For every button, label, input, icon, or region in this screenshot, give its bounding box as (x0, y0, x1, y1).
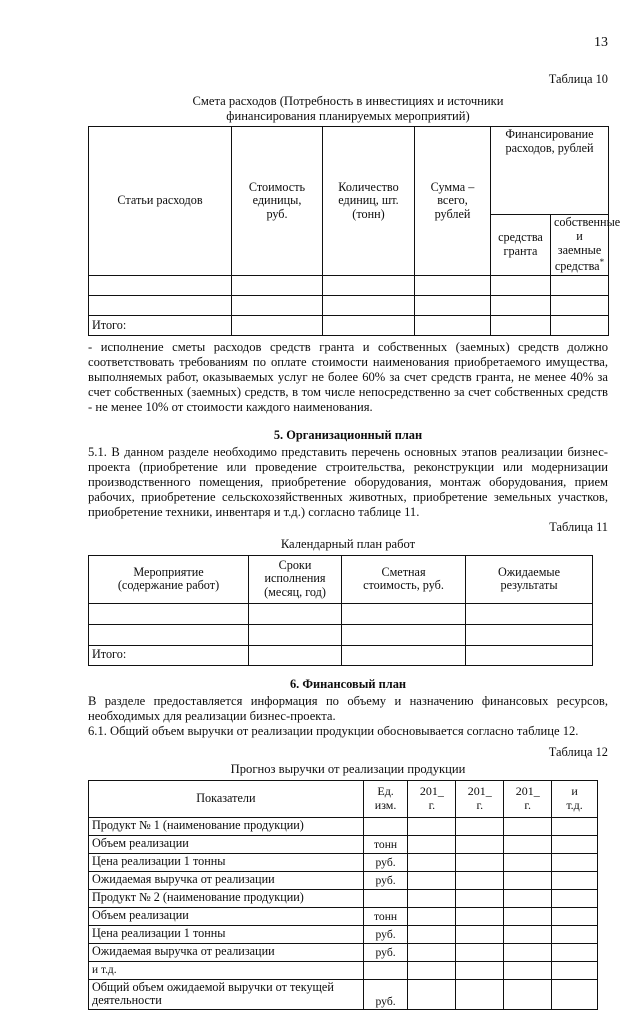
cell-unit (363, 817, 408, 835)
cell-year-2[interactable] (456, 853, 504, 871)
cell-indicator: Продукт № 1 (наименование продукции) (89, 817, 364, 835)
cell-year-3[interactable] (504, 853, 552, 871)
cell-total-grant-funds[interactable] (491, 315, 551, 335)
table-row[interactable] (89, 624, 593, 645)
header-own-borrowed-funds-line3: средства* (554, 257, 605, 274)
cell-indicator: и т.д. (89, 961, 364, 979)
cell-activity[interactable] (89, 603, 249, 624)
header-year-1-line1: 201_ (419, 783, 444, 798)
cell-year-3[interactable] (504, 943, 552, 961)
table-11-title: Календарный план работ (280, 537, 416, 552)
header-activity-line2: (содержание работ) (117, 578, 220, 593)
cell-sum-total[interactable] (415, 275, 491, 295)
cell-year-1[interactable] (408, 817, 456, 835)
header-activity-line1: Мероприятие (133, 564, 204, 579)
cell-year-1[interactable] (408, 835, 456, 853)
cell-own-borrowed-funds[interactable] (551, 275, 609, 295)
table-11-header-row (89, 555, 593, 603)
cell-year-1[interactable] (408, 979, 456, 1009)
table-row[interactable] (89, 925, 598, 943)
header-year-3-line2: г. (524, 797, 531, 812)
header-year-2-line2: г. (476, 797, 484, 812)
header-expense-items: Статьи расходов (89, 127, 232, 276)
section-5-heading: 5. Организационный план (273, 427, 423, 442)
cell-year-1[interactable] (408, 871, 456, 889)
header-deadline (249, 555, 342, 603)
cell-year-3[interactable] (504, 817, 552, 835)
cell-expected-results[interactable] (466, 603, 593, 624)
header-unit-of-measure-line2: изм. (374, 797, 397, 812)
cell-unit: руб. (363, 943, 408, 961)
cell-indicator: Объем реализации (89, 907, 364, 925)
cell-unit: тонн (363, 907, 408, 925)
cell-etc[interactable] (552, 925, 598, 943)
cell-year-3[interactable] (504, 925, 552, 943)
table-row[interactable] (89, 817, 598, 835)
header-expected-results (466, 555, 593, 603)
section-6-paragraph-1: В разделе предоставляется информация по объему и назначению финансовых ресурсов, необходимых для реализации бизнес-проекта. (88, 693, 608, 723)
cell-etc[interactable] (552, 853, 598, 871)
header-deadline-line2: исполнения (264, 571, 326, 586)
header-grant-funds-line1: средства (498, 230, 543, 245)
table-12-label: Таблица 12 (548, 744, 608, 759)
section-6-heading: 6. Финансовый план (289, 676, 407, 691)
cell-indicator: Цена реализации 1 тонны (89, 853, 364, 871)
cell-quantity[interactable] (323, 275, 415, 295)
cell-etc[interactable] (552, 871, 598, 889)
cell-quantity[interactable] (323, 295, 415, 315)
work-schedule-table (88, 555, 593, 666)
header-quantity-line3: (тонн) (352, 206, 385, 221)
cell-total-own-borrowed-funds[interactable] (551, 315, 609, 335)
header-unit-cost (232, 127, 323, 276)
page-content (88, 0, 621, 1010)
header-unit-cost-line3: руб. (266, 206, 288, 221)
cell-year-1[interactable] (408, 889, 456, 907)
cell-year-2[interactable] (456, 943, 504, 961)
cell-estimated-cost[interactable] (342, 624, 466, 645)
cell-total-estimated-cost[interactable] (342, 645, 466, 665)
table-row[interactable] (89, 943, 598, 961)
table-12-header-row (89, 780, 598, 817)
section-6-paragraph-2: 6.1. Общий объем выручки от реализации продукции обосновывается согласно таблице 12. (88, 723, 579, 738)
cell-year-3[interactable] (504, 907, 552, 925)
table-row[interactable] (89, 961, 598, 979)
header-indicators: Показатели (89, 780, 364, 817)
cell-year-1[interactable] (408, 853, 456, 871)
cell-year-1[interactable] (408, 961, 456, 979)
header-quantity-line2: единиц, шт. (338, 193, 399, 208)
cell-etc[interactable] (552, 943, 598, 961)
cell-etc[interactable] (552, 817, 598, 835)
cell-sum-total[interactable] (415, 295, 491, 315)
cell-year-2[interactable] (456, 961, 504, 979)
header-year-3 (504, 780, 552, 817)
cell-year-3[interactable] (504, 835, 552, 853)
cell-total-label: Итого: (89, 645, 249, 665)
header-deadline-line3: (месяц, год) (264, 585, 326, 600)
cell-year-3[interactable] (504, 979, 552, 1009)
header-sum-total-line1: Сумма – (430, 179, 475, 194)
cell-expense-items[interactable] (89, 295, 232, 315)
cell-indicator: Продукт № 2 (наименование продукции) (89, 889, 364, 907)
table-10-header-row (89, 127, 609, 215)
header-own-borrowed-funds-line2: и заемные (557, 228, 602, 257)
footnote-asterisk: * (599, 257, 605, 268)
section-5-paragraph: 5.1. В данном разделе необходимо представить перечень основных этапов реализации бизнес-проекта (приобретение или проведение строительства, реконструкции или модернизации производственного помещения, приобретение оборудования, монтаж оборудования, прием рабочих, приобретение сельскохозяйственных животных, приобретение земельных участков, приобретение техники, инвентаря и т.д.) согласно таблице 11. (88, 444, 608, 519)
cell-grant-funds[interactable] (491, 295, 551, 315)
cell-unit: руб. (363, 925, 408, 943)
header-sum-total-line3: рублей (434, 206, 471, 221)
table-10-label: Таблица 10 (548, 72, 608, 86)
page-number: 13 (594, 35, 608, 50)
cell-year-1[interactable] (408, 907, 456, 925)
cell-total-expected-results[interactable] (466, 645, 593, 665)
cell-unit-cost[interactable] (232, 295, 323, 315)
cell-etc[interactable] (552, 907, 598, 925)
cell-year-2[interactable] (456, 925, 504, 943)
cell-indicator: Общий объем ожидаемой выручки от текущей деятельности (89, 979, 364, 1009)
header-own-borrowed-funds (551, 215, 621, 276)
header-unit-cost-line1: Стоимость (248, 179, 306, 194)
cell-expected-results[interactable] (466, 624, 593, 645)
cell-own-borrowed-funds[interactable] (551, 295, 609, 315)
cell-year-2[interactable] (456, 979, 504, 1009)
cell-unit (363, 961, 408, 979)
header-sum-total-line2: всего, (437, 193, 468, 208)
cell-year-1[interactable] (408, 943, 456, 961)
cell-unit: руб. (363, 979, 408, 1009)
table-total-row[interactable] (89, 645, 593, 665)
table-row[interactable] (89, 853, 598, 871)
header-unit-of-measure-line1: Ед. (377, 783, 394, 798)
header-financing-line2: расходов, рублей (505, 140, 594, 155)
cell-activity[interactable] (89, 624, 249, 645)
header-year-1-line2: г. (428, 797, 436, 812)
cell-grant-funds[interactable] (491, 275, 551, 295)
cell-year-2[interactable] (456, 871, 504, 889)
expense-estimate-table (88, 126, 621, 336)
header-etc (552, 780, 598, 817)
header-own-borrowed-funds-line1: собственные (554, 215, 621, 230)
table-row[interactable] (89, 275, 609, 295)
table-10-title-line1: Смета расходов (Потребность в инвестициях и источники (192, 93, 504, 108)
cell-indicator: Объем реализации (89, 835, 364, 853)
revenue-forecast-table (88, 780, 598, 1010)
cell-indicator: Ожидаемая выручка от реализации (89, 943, 364, 961)
cell-year-3[interactable] (504, 871, 552, 889)
header-etc-line2: т.д. (566, 797, 583, 812)
header-financing (491, 127, 609, 215)
cell-year-2[interactable] (456, 817, 504, 835)
header-deadline-line1: Сроки (278, 557, 312, 572)
header-expected-results-line1: Ожидаемые (497, 564, 561, 579)
header-year-2-line1: 201_ (467, 783, 492, 798)
cell-total-quantity[interactable] (323, 315, 415, 335)
cell-total-unit-cost[interactable] (232, 315, 323, 335)
cell-year-2[interactable] (456, 889, 504, 907)
table-10-title-line2: финансирования планируемых мероприятий) (226, 108, 470, 123)
table-11-label: Таблица 11 (549, 519, 608, 534)
cell-total-deadline[interactable] (249, 645, 342, 665)
cell-unit: руб. (363, 871, 408, 889)
table-row[interactable] (89, 889, 598, 907)
cell-indicator: Ожидаемая выручка от реализации (89, 871, 364, 889)
header-expected-results-line2: результаты (500, 578, 558, 593)
cell-estimated-cost[interactable] (342, 603, 466, 624)
cell-etc[interactable] (552, 835, 598, 853)
header-year-1 (408, 780, 456, 817)
header-grant-funds (491, 215, 551, 276)
header-financing-line1: Финансирование (505, 127, 594, 142)
header-activity (89, 555, 249, 603)
table-total-row[interactable] (89, 315, 609, 335)
cell-etc[interactable] (552, 979, 598, 1009)
table-row[interactable] (89, 979, 598, 1009)
cell-etc[interactable] (552, 961, 598, 979)
table-row[interactable] (89, 295, 609, 315)
cell-unit-cost[interactable] (232, 275, 323, 295)
header-sum-total (415, 127, 491, 276)
header-year-3-line1: 201_ (515, 783, 540, 798)
cell-year-3[interactable] (504, 889, 552, 907)
cell-year-2[interactable] (456, 907, 504, 925)
header-year-2 (456, 780, 504, 817)
header-estimated-cost (342, 555, 466, 603)
header-quantity (323, 127, 415, 276)
table-row[interactable] (89, 835, 598, 853)
header-quantity-line1: Количество (338, 179, 399, 194)
table-row[interactable] (89, 871, 598, 889)
cell-total-label: Итого: (89, 315, 232, 335)
cell-year-2[interactable] (456, 835, 504, 853)
header-grant-funds-line2: гранта (503, 244, 538, 259)
header-estimated-cost-line1: Сметная (381, 564, 426, 579)
financing-note-paragraph: - исполнение сметы расходов средств гранта и собственных (заемных) средств должно соответствовать требованиям по оплате стоимости наименования приобретаемого имущества, выполняемых работ, оказываемых услуг не более 60% за счет средств гранта, не менее 40% за счет собственных (заемных) средств, в том числе непосредственно за счет собственных средств - не менее 10% от стоимости каждого наименования. (88, 339, 608, 414)
header-unit-of-measure (363, 780, 408, 817)
table-12-title: Прогноз выручки от реализации продукции (230, 762, 466, 777)
cell-unit: руб. (363, 853, 408, 871)
cell-unit: тонн (363, 835, 408, 853)
header-estimated-cost-line2: стоимость, руб. (363, 578, 444, 593)
header-etc-line1: и (571, 783, 578, 798)
table-row[interactable] (89, 907, 598, 925)
cell-total-sum[interactable] (415, 315, 491, 335)
cell-year-1[interactable] (408, 925, 456, 943)
cell-indicator: Цена реализации 1 тонны (89, 925, 364, 943)
cell-year-3[interactable] (504, 961, 552, 979)
header-unit-cost-line2: единицы, (252, 193, 302, 208)
cell-deadline[interactable] (249, 624, 342, 645)
table-row[interactable] (89, 603, 593, 624)
cell-etc[interactable] (552, 889, 598, 907)
cell-expense-items[interactable] (89, 275, 232, 295)
cell-deadline[interactable] (249, 603, 342, 624)
cell-unit (363, 889, 408, 907)
